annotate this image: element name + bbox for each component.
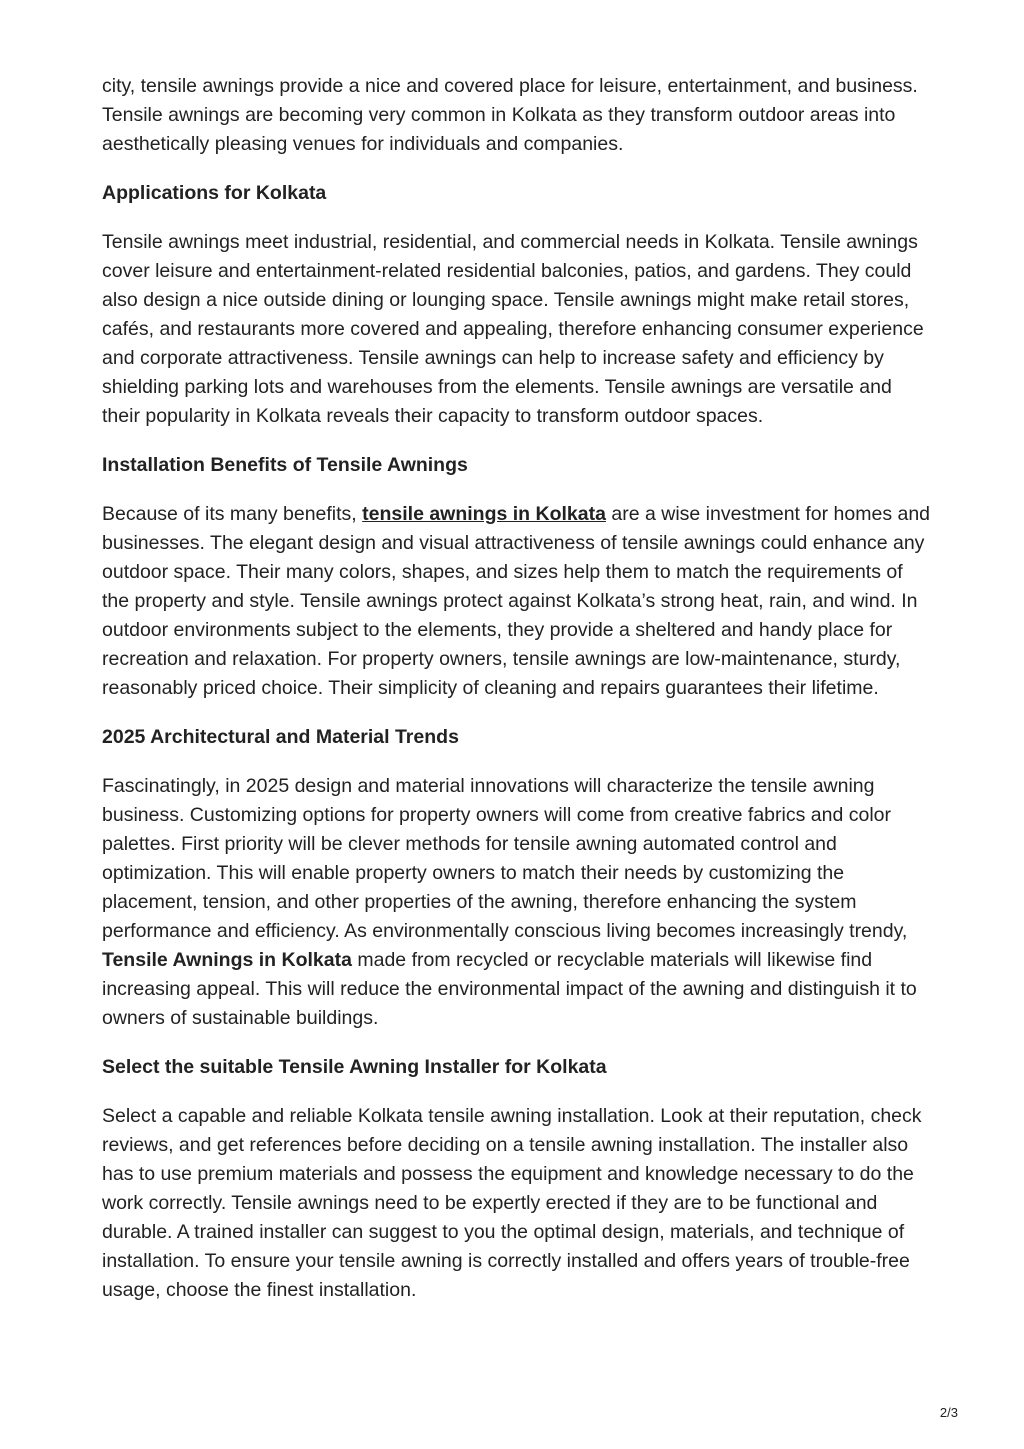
heading-trends: 2025 Architectural and Material Trends [102,726,459,748]
text-segment: Because of its many benefits, [102,503,363,525]
article-body [102,72,932,1325]
heading-select-installer: Select the suitable Tensile Awning Installer for Kolkata [102,1056,607,1078]
page-number: 2/3 [939,1405,958,1420]
text-segment: made from recycled or recyclable materials will likewise find increasing appeal. This will reduce the environmental impact of the awning and distinguish it to owners of sustainable buildings. [102,949,917,1029]
paragraph-installation-benefits [102,500,932,703]
tensile-awnings-link[interactable]: tensile awnings in Kolkata [362,503,606,525]
text-segment: are a wise investment for homes and businesses. The elegant design and visual attractiveness of tensile awnings could enhance any outdoor space. Their many colors, shapes, and sizes help them to match the requirements of the property and style. Tensile awnings protect against Kolkata’s strong heat, rain, and wind. In outdoor environments subject to the elements, they provide a sheltered and handy place for recreation and relaxation. For property owners, tensile awnings are low-maintenance, sturdy, reasonably priced choice. Their simplicity of cleaning and repairs guarantees their lifetime. [102,503,931,699]
bold-keyword: Tensile Awnings in Kolkata [102,949,352,971]
paragraph-select-installer: Select a capable and reliable Kolkata tensile awning installation. Look at their reputation, check reviews, and get references before deciding on a tensile awning installation. The installer also has to use premium materials and possess the equipment and knowledge necessary to do the work correctly. Tensile awnings need to be expertly erected if they are to be functional and durable. A trained installer can suggest to you the optimal design, materials, and technique of installation. To ensure your tensile awning is correctly installed and offers years of trouble-free usage, choose the finest installation. [102,1105,922,1301]
paragraph-intro-continued: city, tensile awnings provide a nice and covered place for leisure, entertainment, and business. Tensile awnings are becoming very common in Kolkata as they transform outdoor areas into aesthetically pleasing venues for individuals and companies. [102,75,918,155]
heading-applications: Applications for Kolkata [102,182,327,204]
paragraph-trends [102,772,932,1033]
heading-installation-benefits: Installation Benefits of Tensile Awnings [102,454,468,476]
paragraph-applications: Tensile awnings meet industrial, residential, and commercial needs in Kolkata. Tensile awnings cover leisure and entertainment-related residential balconies, patios, and gardens. They could also design a nice outside dining or lounging space. Tensile awnings might make retail stores, cafés, and restaurants more covered and appealing, therefore enhancing consumer experience and corporate attractiveness. Tensile awnings can help to increase safety and efficiency by shielding parking lots and warehouses from the elements. Tensile awnings are versatile and their popularity in Kolkata reveals their capacity to transform outdoor spaces. [102,231,924,427]
text-segment: Fascinatingly, in 2025 design and material innovations will characterize the tensile awning business. Customizing options for property owners will come from creative fabrics and color palettes. First priority will be clever methods for tensile awning automated control and optimization. This will enable property owners to match their needs by customizing the placement, tension, and other properties of the awning, therefore enhancing the system performance and efficiency. As environmentally conscious living becomes increasingly trendy, [102,775,908,942]
